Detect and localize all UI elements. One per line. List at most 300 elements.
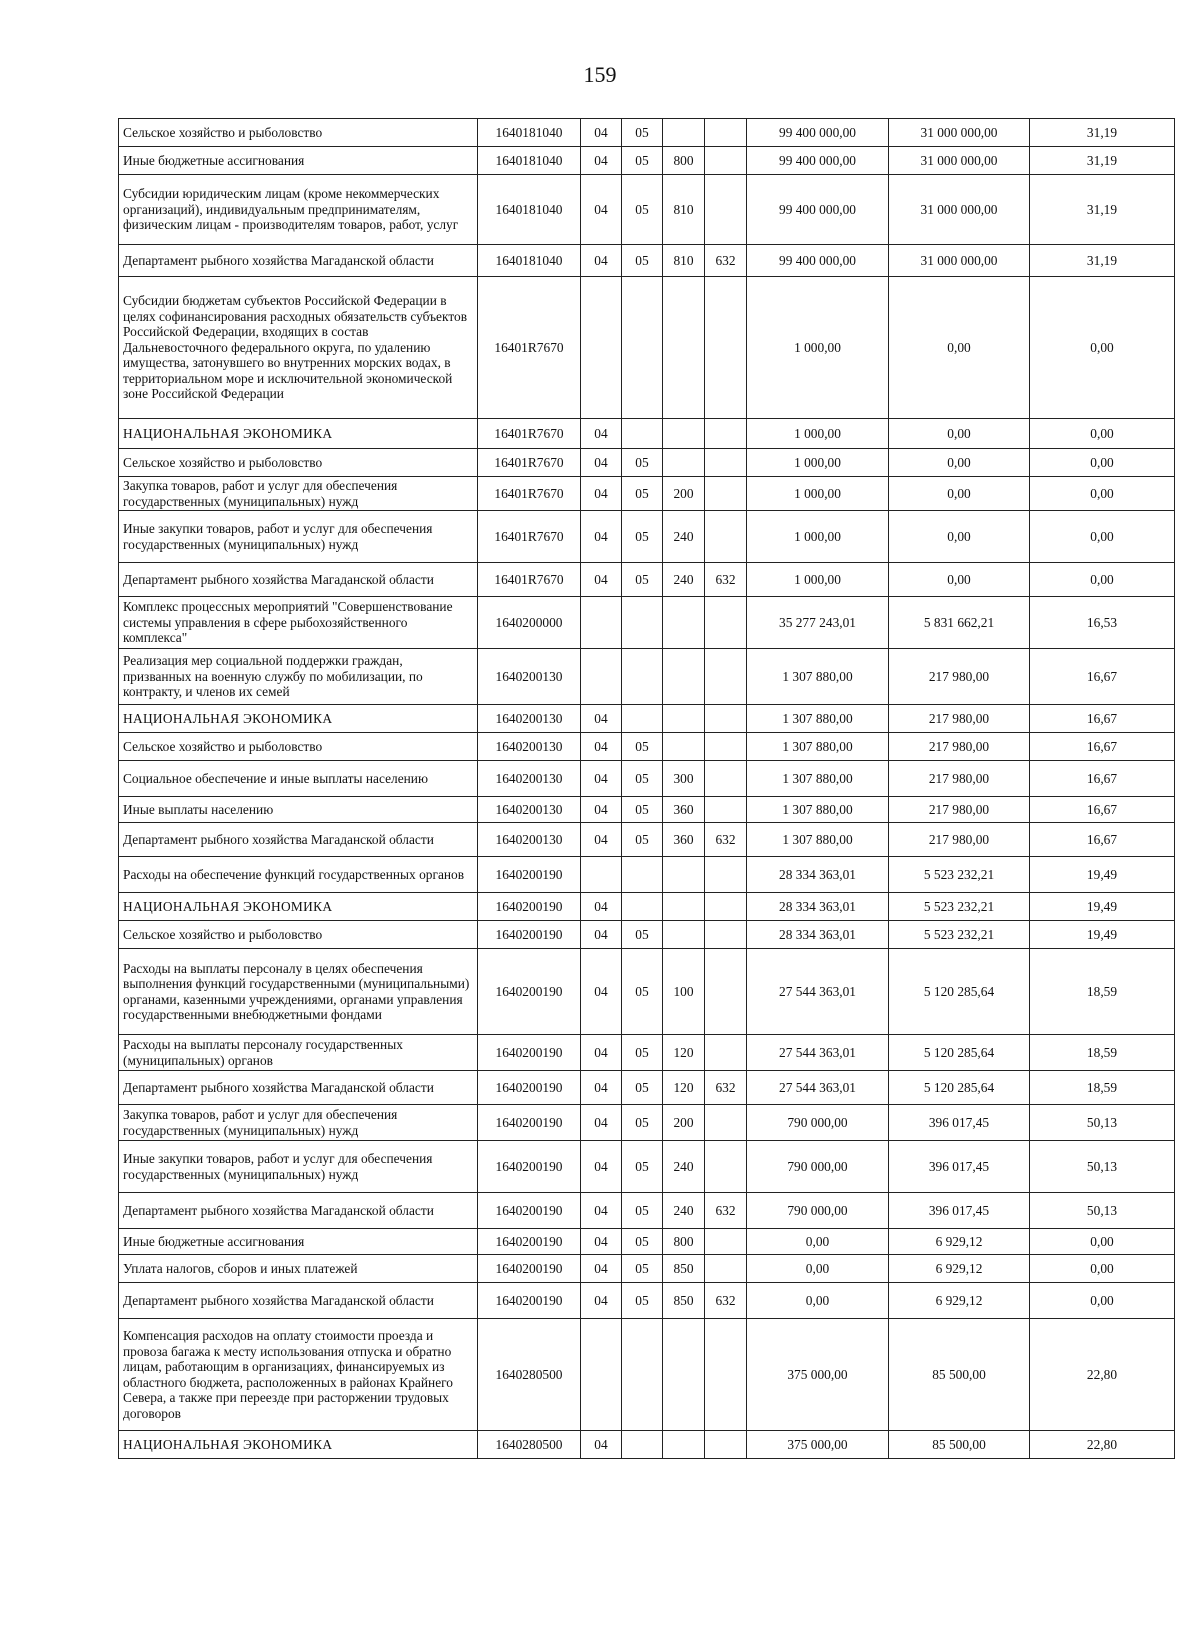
cell-administrator [705, 1105, 747, 1141]
cell-subsection: 05 [622, 1193, 663, 1229]
cell-target-code: 1640200190 [478, 1035, 581, 1071]
cell-percent: 19,49 [1030, 921, 1175, 949]
cell-target-code: 1640200190 [478, 1071, 581, 1105]
cell-name: Субсидии бюджетам субъектов Российской Федерации в целях софинансирования расходных обязательств субъектов Российской Федерации, входящих в состав Дальневосточного федерального округа, по удалению имущества, затонувшего во внутренних морских водах, в территориальном море и исключительной экономической зоне Российской Федерации [119, 277, 478, 419]
cell-name: Расходы на выплаты персоналу государственных (муниципальных) органов [119, 1035, 478, 1071]
cell-expense-type [663, 649, 705, 705]
table-row [119, 245, 1175, 277]
cell-planned: 0,00 [747, 1229, 889, 1255]
cell-planned: 28 334 363,01 [747, 857, 889, 893]
table-row [119, 1255, 1175, 1283]
cell-percent: 31,19 [1030, 245, 1175, 277]
cell-percent: 0,00 [1030, 1229, 1175, 1255]
cell-name: Иные бюджетные ассигнования [119, 147, 478, 175]
cell-subsection [622, 893, 663, 921]
cell-administrator [705, 1229, 747, 1255]
table-row [119, 175, 1175, 245]
cell-executed: 6 929,12 [889, 1255, 1030, 1283]
cell-section: 04 [581, 511, 622, 563]
cell-administrator [705, 449, 747, 477]
cell-target-code: 1640200190 [478, 1193, 581, 1229]
cell-planned: 1 000,00 [747, 477, 889, 511]
cell-section: 04 [581, 419, 622, 449]
cell-expense-type [663, 857, 705, 893]
cell-expense-type [663, 119, 705, 147]
cell-executed: 31 000 000,00 [889, 119, 1030, 147]
cell-name: Сельское хозяйство и рыболовство [119, 119, 478, 147]
cell-section: 04 [581, 477, 622, 511]
table-row [119, 857, 1175, 893]
cell-planned: 28 334 363,01 [747, 921, 889, 949]
cell-subsection: 05 [622, 1071, 663, 1105]
cell-executed: 31 000 000,00 [889, 175, 1030, 245]
cell-section: 04 [581, 921, 622, 949]
cell-expense-type: 850 [663, 1283, 705, 1319]
cell-section: 04 [581, 893, 622, 921]
cell-target-code: 1640200190 [478, 1141, 581, 1193]
cell-subsection: 05 [622, 1105, 663, 1141]
cell-name: Департамент рыбного хозяйства Магаданской области [119, 245, 478, 277]
cell-administrator: 632 [705, 1193, 747, 1229]
cell-percent: 22,80 [1030, 1431, 1175, 1459]
cell-percent: 16,67 [1030, 733, 1175, 761]
cell-expense-type: 300 [663, 761, 705, 797]
cell-expense-type: 200 [663, 477, 705, 511]
cell-planned: 1 307 880,00 [747, 761, 889, 797]
cell-administrator [705, 511, 747, 563]
cell-administrator: 632 [705, 1071, 747, 1105]
cell-administrator: 632 [705, 1283, 747, 1319]
cell-administrator: 632 [705, 245, 747, 277]
cell-name: НАЦИОНАЛЬНАЯ ЭКОНОМИКА [119, 419, 478, 449]
cell-expense-type [663, 1319, 705, 1431]
cell-administrator [705, 797, 747, 823]
cell-administrator [705, 949, 747, 1035]
cell-section: 04 [581, 1105, 622, 1141]
cell-executed: 0,00 [889, 419, 1030, 449]
cell-section: 04 [581, 175, 622, 245]
cell-target-code: 1640200190 [478, 921, 581, 949]
cell-subsection: 05 [622, 1255, 663, 1283]
cell-percent: 50,13 [1030, 1193, 1175, 1229]
cell-percent: 31,19 [1030, 175, 1175, 245]
cell-name: Иные бюджетные ассигнования [119, 1229, 478, 1255]
cell-target-code: 1640200190 [478, 949, 581, 1035]
cell-executed: 396 017,45 [889, 1141, 1030, 1193]
cell-expense-type: 810 [663, 175, 705, 245]
cell-name: Иные закупки товаров, работ и услуг для обеспечения государственных (муниципальных) нужд [119, 511, 478, 563]
cell-subsection: 05 [622, 733, 663, 761]
cell-planned: 0,00 [747, 1283, 889, 1319]
cell-planned: 27 544 363,01 [747, 949, 889, 1035]
cell-percent: 19,49 [1030, 893, 1175, 921]
cell-planned: 790 000,00 [747, 1193, 889, 1229]
cell-expense-type: 800 [663, 1229, 705, 1255]
table-row [119, 1193, 1175, 1229]
cell-name: Расходы на выплаты персоналу в целях обеспечения выполнения функций государственными (муниципальными) органами, казенными учреждениями, органами управления государственными внебюджетными фондами [119, 949, 478, 1035]
cell-executed: 0,00 [889, 449, 1030, 477]
table-row [119, 277, 1175, 419]
cell-expense-type: 800 [663, 147, 705, 175]
cell-percent: 0,00 [1030, 563, 1175, 597]
cell-target-code: 1640200130 [478, 705, 581, 733]
cell-target-code: 16401R7670 [478, 419, 581, 449]
cell-administrator [705, 477, 747, 511]
cell-executed: 85 500,00 [889, 1319, 1030, 1431]
cell-planned: 375 000,00 [747, 1319, 889, 1431]
cell-planned: 99 400 000,00 [747, 147, 889, 175]
table-row [119, 511, 1175, 563]
cell-percent: 18,59 [1030, 1071, 1175, 1105]
cell-target-code: 1640200190 [478, 893, 581, 921]
table-row [119, 649, 1175, 705]
cell-executed: 217 980,00 [889, 761, 1030, 797]
cell-expense-type [663, 449, 705, 477]
table-row [119, 1071, 1175, 1105]
cell-executed: 0,00 [889, 477, 1030, 511]
cell-target-code: 16401R7670 [478, 477, 581, 511]
cell-target-code: 1640200130 [478, 797, 581, 823]
cell-administrator [705, 175, 747, 245]
cell-target-code: 16401R7670 [478, 563, 581, 597]
cell-name: Сельское хозяйство и рыболовство [119, 733, 478, 761]
cell-section: 04 [581, 1255, 622, 1283]
cell-target-code: 1640200130 [478, 733, 581, 761]
cell-section: 04 [581, 449, 622, 477]
cell-section: 04 [581, 563, 622, 597]
table-row [119, 733, 1175, 761]
cell-executed: 5 523 232,21 [889, 893, 1030, 921]
cell-executed: 31 000 000,00 [889, 147, 1030, 175]
cell-name: Закупка товаров, работ и услуг для обеспечения государственных (муниципальных) нужд [119, 1105, 478, 1141]
cell-executed: 217 980,00 [889, 823, 1030, 857]
cell-subsection [622, 1319, 663, 1431]
cell-subsection [622, 597, 663, 649]
cell-subsection [622, 419, 663, 449]
cell-planned: 1 307 880,00 [747, 797, 889, 823]
cell-section: 04 [581, 797, 622, 823]
cell-administrator [705, 857, 747, 893]
cell-subsection: 05 [622, 119, 663, 147]
cell-section [581, 857, 622, 893]
cell-name: Сельское хозяйство и рыболовство [119, 921, 478, 949]
cell-planned: 790 000,00 [747, 1141, 889, 1193]
cell-section: 04 [581, 1193, 622, 1229]
cell-planned: 99 400 000,00 [747, 245, 889, 277]
cell-percent: 0,00 [1030, 1283, 1175, 1319]
cell-administrator [705, 1319, 747, 1431]
cell-planned: 1 307 880,00 [747, 649, 889, 705]
cell-administrator [705, 1035, 747, 1071]
cell-target-code: 1640181040 [478, 119, 581, 147]
cell-subsection: 05 [622, 1283, 663, 1319]
cell-expense-type: 200 [663, 1105, 705, 1141]
cell-section: 04 [581, 119, 622, 147]
cell-percent: 50,13 [1030, 1105, 1175, 1141]
cell-section: 04 [581, 245, 622, 277]
cell-expense-type: 120 [663, 1071, 705, 1105]
cell-planned: 1 000,00 [747, 511, 889, 563]
cell-administrator: 632 [705, 563, 747, 597]
cell-percent: 31,19 [1030, 147, 1175, 175]
cell-administrator: 632 [705, 823, 747, 857]
cell-name: НАЦИОНАЛЬНАЯ ЭКОНОМИКА [119, 1431, 478, 1459]
cell-name: Социальное обеспечение и иные выплаты населению [119, 761, 478, 797]
cell-percent: 0,00 [1030, 449, 1175, 477]
cell-target-code: 16401R7670 [478, 511, 581, 563]
cell-name: Иные выплаты населению [119, 797, 478, 823]
cell-name: Комплекс процессных мероприятий "Совершенствование системы управления в сфере рыбохозяйственного комплекса" [119, 597, 478, 649]
cell-planned: 1 307 880,00 [747, 823, 889, 857]
cell-planned: 99 400 000,00 [747, 119, 889, 147]
cell-name: Департамент рыбного хозяйства Магаданской области [119, 563, 478, 597]
cell-expense-type [663, 277, 705, 419]
cell-section: 04 [581, 1035, 622, 1071]
cell-subsection [622, 705, 663, 733]
cell-percent: 0,00 [1030, 419, 1175, 449]
cell-percent: 0,00 [1030, 477, 1175, 511]
cell-name: НАЦИОНАЛЬНАЯ ЭКОНОМИКА [119, 705, 478, 733]
cell-percent: 50,13 [1030, 1141, 1175, 1193]
cell-subsection [622, 649, 663, 705]
table-row [119, 949, 1175, 1035]
cell-planned: 28 334 363,01 [747, 893, 889, 921]
cell-percent: 0,00 [1030, 277, 1175, 419]
cell-executed: 217 980,00 [889, 797, 1030, 823]
table-row [119, 1141, 1175, 1193]
cell-executed: 217 980,00 [889, 705, 1030, 733]
table-row [119, 419, 1175, 449]
cell-target-code: 1640200130 [478, 649, 581, 705]
cell-name: Субсидии юридическим лицам (кроме некоммерческих организаций), индивидуальным предпринимателям, физическим лицам - производителям товаров, работ, услуг [119, 175, 478, 245]
cell-subsection: 05 [622, 245, 663, 277]
cell-planned: 1 307 880,00 [747, 733, 889, 761]
cell-subsection: 05 [622, 949, 663, 1035]
cell-section: 04 [581, 949, 622, 1035]
cell-target-code: 1640200190 [478, 1255, 581, 1283]
cell-planned: 27 544 363,01 [747, 1071, 889, 1105]
cell-administrator [705, 147, 747, 175]
cell-section: 04 [581, 1141, 622, 1193]
cell-planned: 35 277 243,01 [747, 597, 889, 649]
cell-expense-type: 810 [663, 245, 705, 277]
cell-subsection [622, 1431, 663, 1459]
cell-executed: 217 980,00 [889, 649, 1030, 705]
cell-planned: 1 000,00 [747, 419, 889, 449]
cell-section: 04 [581, 1229, 622, 1255]
table-row [119, 1283, 1175, 1319]
cell-section [581, 1319, 622, 1431]
cell-administrator [705, 893, 747, 921]
cell-executed: 6 929,12 [889, 1283, 1030, 1319]
cell-target-code: 1640181040 [478, 147, 581, 175]
cell-subsection: 05 [622, 761, 663, 797]
page-number: 159 [583, 62, 617, 87]
cell-administrator [705, 1431, 747, 1459]
cell-planned: 1 000,00 [747, 563, 889, 597]
table-row [119, 705, 1175, 733]
table-row [119, 119, 1175, 147]
cell-administrator [705, 277, 747, 419]
cell-percent: 0,00 [1030, 1255, 1175, 1283]
cell-expense-type [663, 705, 705, 733]
cell-target-code: 16401R7670 [478, 277, 581, 419]
cell-target-code: 1640200130 [478, 761, 581, 797]
cell-section: 04 [581, 1431, 622, 1459]
cell-administrator [705, 733, 747, 761]
cell-expense-type: 100 [663, 949, 705, 1035]
cell-percent: 16,67 [1030, 823, 1175, 857]
cell-planned: 99 400 000,00 [747, 175, 889, 245]
cell-expense-type [663, 597, 705, 649]
cell-name: Департамент рыбного хозяйства Магаданской области [119, 1071, 478, 1105]
cell-target-code: 1640181040 [478, 245, 581, 277]
cell-section [581, 277, 622, 419]
cell-percent: 16,67 [1030, 761, 1175, 797]
cell-administrator [705, 597, 747, 649]
cell-planned: 27 544 363,01 [747, 1035, 889, 1071]
cell-expense-type: 360 [663, 823, 705, 857]
cell-subsection: 05 [622, 1229, 663, 1255]
cell-name: Сельское хозяйство и рыболовство [119, 449, 478, 477]
table-row [119, 1431, 1175, 1459]
cell-target-code: 1640200190 [478, 1283, 581, 1319]
table-row [119, 563, 1175, 597]
cell-target-code: 1640280500 [478, 1319, 581, 1431]
cell-percent: 0,00 [1030, 511, 1175, 563]
cell-expense-type [663, 921, 705, 949]
cell-percent: 16,67 [1030, 797, 1175, 823]
cell-executed: 5 523 232,21 [889, 857, 1030, 893]
cell-executed: 6 929,12 [889, 1229, 1030, 1255]
table-row [119, 1035, 1175, 1071]
cell-name: Расходы на обеспечение функций государственных органов [119, 857, 478, 893]
cell-name: НАЦИОНАЛЬНАЯ ЭКОНОМИКА [119, 893, 478, 921]
cell-subsection: 05 [622, 1035, 663, 1071]
cell-section: 04 [581, 761, 622, 797]
cell-name: Департамент рыбного хозяйства Магаданской области [119, 823, 478, 857]
cell-target-code: 1640280500 [478, 1431, 581, 1459]
cell-subsection [622, 277, 663, 419]
cell-subsection: 05 [622, 563, 663, 597]
cell-planned: 1 000,00 [747, 449, 889, 477]
cell-subsection: 05 [622, 147, 663, 175]
cell-percent: 18,59 [1030, 1035, 1175, 1071]
table-row [119, 893, 1175, 921]
cell-executed: 396 017,45 [889, 1105, 1030, 1141]
cell-target-code: 1640200190 [478, 857, 581, 893]
cell-administrator [705, 649, 747, 705]
cell-executed: 0,00 [889, 277, 1030, 419]
cell-executed: 31 000 000,00 [889, 245, 1030, 277]
cell-executed: 5 120 285,64 [889, 949, 1030, 1035]
cell-administrator [705, 705, 747, 733]
cell-subsection: 05 [622, 921, 663, 949]
cell-percent: 19,49 [1030, 857, 1175, 893]
cell-expense-type: 240 [663, 563, 705, 597]
cell-name: Компенсация расходов на оплату стоимости проезда и провоза багажа к месту использования отпуска и обратно лицам, работающим в организациях, финансируемых из областного бюджета, расположенных в районах Крайнего Севера, а также при переезде при расторжении трудовых договоров [119, 1319, 478, 1431]
cell-planned: 790 000,00 [747, 1105, 889, 1141]
cell-percent: 18,59 [1030, 949, 1175, 1035]
cell-percent: 16,67 [1030, 705, 1175, 733]
cell-expense-type: 850 [663, 1255, 705, 1283]
cell-percent: 22,80 [1030, 1319, 1175, 1431]
cell-executed: 5 120 285,64 [889, 1071, 1030, 1105]
cell-percent: 31,19 [1030, 119, 1175, 147]
cell-administrator [705, 761, 747, 797]
table-row [119, 1229, 1175, 1255]
cell-executed: 85 500,00 [889, 1431, 1030, 1459]
cell-executed: 0,00 [889, 511, 1030, 563]
cell-expense-type: 120 [663, 1035, 705, 1071]
cell-expense-type: 240 [663, 1193, 705, 1229]
table-row [119, 823, 1175, 857]
cell-section: 04 [581, 1283, 622, 1319]
cell-target-code: 1640200130 [478, 823, 581, 857]
cell-executed: 5 523 232,21 [889, 921, 1030, 949]
cell-subsection: 05 [622, 797, 663, 823]
cell-section: 04 [581, 823, 622, 857]
cell-target-code: 1640200190 [478, 1229, 581, 1255]
cell-name: Иные закупки товаров, работ и услуг для обеспечения государственных (муниципальных) нужд [119, 1141, 478, 1193]
table-row [119, 1105, 1175, 1141]
cell-expense-type: 240 [663, 511, 705, 563]
cell-name: Закупка товаров, работ и услуг для обеспечения государственных (муниципальных) нужд [119, 477, 478, 511]
cell-percent: 16,53 [1030, 597, 1175, 649]
cell-planned: 375 000,00 [747, 1431, 889, 1459]
cell-name: Департамент рыбного хозяйства Магаданской области [119, 1193, 478, 1229]
cell-target-code: 1640181040 [478, 175, 581, 245]
cell-executed: 0,00 [889, 563, 1030, 597]
cell-subsection [622, 857, 663, 893]
cell-expense-type: 360 [663, 797, 705, 823]
cell-administrator [705, 119, 747, 147]
cell-target-code: 1640200190 [478, 1105, 581, 1141]
cell-subsection: 05 [622, 823, 663, 857]
cell-planned: 1 307 880,00 [747, 705, 889, 733]
table-row [119, 449, 1175, 477]
cell-section [581, 597, 622, 649]
cell-subsection: 05 [622, 1141, 663, 1193]
cell-section: 04 [581, 147, 622, 175]
cell-expense-type [663, 419, 705, 449]
cell-section: 04 [581, 705, 622, 733]
cell-executed: 5 831 662,21 [889, 597, 1030, 649]
cell-planned: 1 000,00 [747, 277, 889, 419]
cell-executed: 396 017,45 [889, 1193, 1030, 1229]
cell-name: Реализация мер социальной поддержки граждан, призванных на военную службу по мобилизации, по контракту, и членов их семей [119, 649, 478, 705]
cell-section [581, 649, 622, 705]
table-row [119, 477, 1175, 511]
cell-administrator [705, 1141, 747, 1193]
cell-subsection: 05 [622, 511, 663, 563]
cell-expense-type [663, 1431, 705, 1459]
cell-subsection: 05 [622, 175, 663, 245]
table-row [119, 1319, 1175, 1431]
table-row [119, 921, 1175, 949]
cell-section: 04 [581, 1071, 622, 1105]
cell-executed: 5 120 285,64 [889, 1035, 1030, 1071]
cell-executed: 217 980,00 [889, 733, 1030, 761]
cell-expense-type [663, 733, 705, 761]
table-row [119, 597, 1175, 649]
cell-subsection: 05 [622, 449, 663, 477]
cell-expense-type [663, 893, 705, 921]
cell-percent: 16,67 [1030, 649, 1175, 705]
budget-table [118, 118, 1175, 1459]
cell-section: 04 [581, 733, 622, 761]
cell-expense-type: 240 [663, 1141, 705, 1193]
